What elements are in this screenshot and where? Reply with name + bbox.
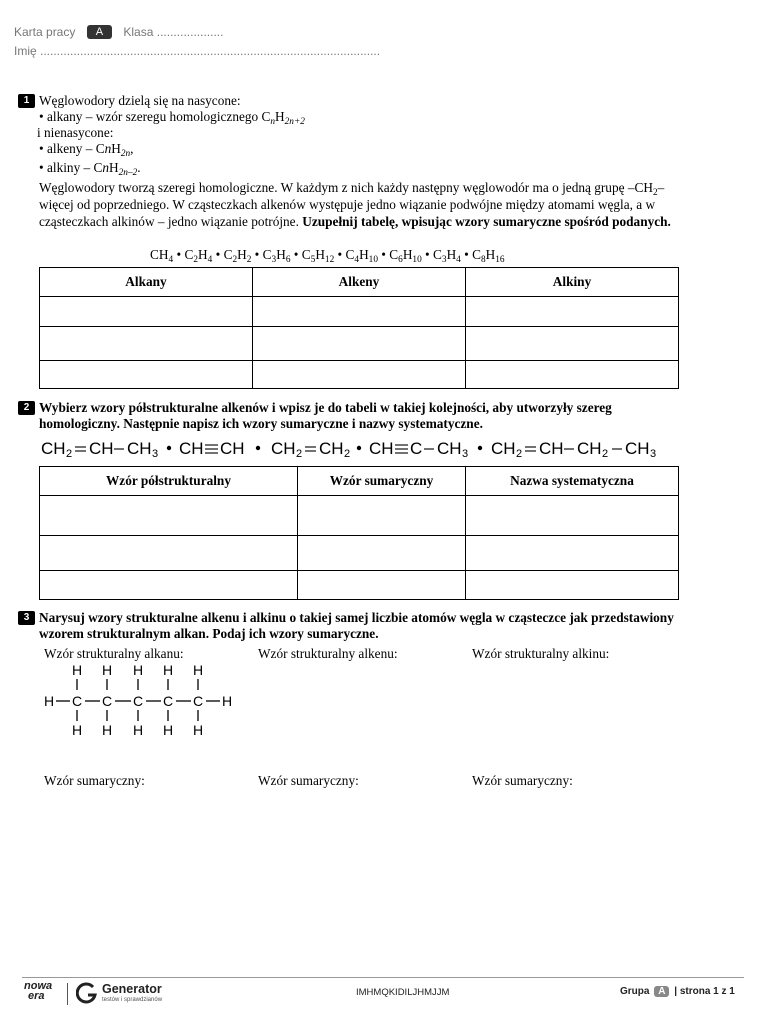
alkeny-line: • alkeny – CnH$_{2n}$, bbox=[39, 141, 134, 159]
svg-text:CH: CH bbox=[179, 439, 204, 458]
task-number: 2 bbox=[18, 401, 35, 415]
answer-cell[interactable] bbox=[253, 297, 466, 327]
task1-table bbox=[39, 267, 679, 389]
formula-item: $C_4H_{10}$ bbox=[345, 247, 378, 265]
svg-text:CH: CH bbox=[319, 439, 344, 458]
answer-cell[interactable] bbox=[40, 327, 253, 361]
answer-cell[interactable] bbox=[40, 297, 253, 327]
generator-brand: Generator bbox=[102, 982, 162, 996]
task-2 bbox=[18, 400, 680, 432]
answer-cell[interactable] bbox=[253, 361, 466, 389]
svg-text:C: C bbox=[410, 439, 423, 458]
task-3 bbox=[18, 610, 680, 642]
formula-item: $C_5H_{12}$ bbox=[301, 247, 335, 265]
svg-text:H: H bbox=[72, 722, 83, 738]
svg-text:H: H bbox=[133, 722, 144, 738]
svg-text:CH: CH bbox=[41, 439, 66, 458]
name-field[interactable]: ...................................................................................................... bbox=[40, 44, 381, 58]
svg-text:H: H bbox=[163, 662, 174, 678]
svg-text:2: 2 bbox=[344, 448, 351, 460]
answer-cell[interactable] bbox=[298, 536, 466, 571]
svg-text:H: H bbox=[163, 722, 174, 738]
svg-text:H: H bbox=[72, 662, 83, 678]
answer-cell[interactable] bbox=[466, 327, 679, 361]
answer-cell[interactable] bbox=[466, 361, 679, 389]
svg-text:CH: CH bbox=[491, 439, 516, 458]
svg-text:2: 2 bbox=[296, 448, 303, 460]
task-1 bbox=[18, 93, 680, 230]
answer-cell[interactable] bbox=[40, 496, 298, 536]
svg-text:C: C bbox=[102, 693, 113, 709]
group-label: Grupa bbox=[620, 986, 650, 997]
task2-instruction: Wybierz wzory półstrukturalne alkenów i wpisz je do tabeli w takiej kolejności, aby utworzyły szereg homologiczny. Następnie napisz ich wzory sumaryczne i nazwy systematyczne. bbox=[39, 400, 612, 431]
worksheet-code: IMHMQKIDILJHMJJM bbox=[356, 987, 450, 998]
answer-cell[interactable] bbox=[466, 536, 679, 571]
answer-cell[interactable] bbox=[466, 571, 679, 600]
header-semistructural: Wzór półstrukturalny bbox=[40, 467, 298, 496]
class-field[interactable]: .................... bbox=[156, 25, 224, 39]
task-number: 1 bbox=[18, 94, 35, 108]
header-summary-formula: Wzór sumaryczny bbox=[298, 467, 466, 496]
svg-text:CH: CH bbox=[577, 439, 602, 458]
task-number: 3 bbox=[18, 611, 35, 625]
formula-item: $C_2H_4$ bbox=[184, 247, 213, 265]
footer-page-info bbox=[620, 986, 735, 997]
svg-text:H: H bbox=[193, 662, 204, 678]
svg-text:H: H bbox=[44, 693, 55, 709]
answer-cell[interactable] bbox=[253, 327, 466, 361]
formula-separator: • bbox=[334, 247, 346, 262]
formula-separator: • bbox=[460, 247, 473, 262]
alkany-line: • alkany – wzór szeregu homologicznego $C_nH_{2n+2}$ bbox=[39, 109, 305, 127]
svg-text:H: H bbox=[102, 662, 113, 678]
formula-separator: • bbox=[212, 247, 224, 262]
task1-intro: Węglowodory dzielą się na nasycone: bbox=[39, 93, 241, 108]
svg-text:CH: CH bbox=[625, 439, 650, 458]
formula-separator: • bbox=[251, 247, 263, 262]
class-label: Klasa bbox=[123, 25, 154, 39]
task2-table bbox=[39, 466, 679, 600]
formula-item: $C_3H_4$ bbox=[433, 247, 461, 265]
group-badge: A bbox=[87, 25, 112, 39]
svg-text:3: 3 bbox=[152, 448, 159, 460]
formula-separator: • bbox=[377, 247, 390, 262]
unsaturated-label: i nienasycone: bbox=[37, 125, 114, 140]
svg-text:H: H bbox=[193, 722, 204, 738]
worksheet-header bbox=[14, 25, 223, 39]
svg-text:H: H bbox=[102, 722, 113, 738]
svg-text:C: C bbox=[133, 693, 144, 709]
svg-text:CH: CH bbox=[271, 439, 296, 458]
header-alkany: Alkany bbox=[40, 268, 253, 297]
answer-cell[interactable] bbox=[40, 571, 298, 600]
svg-text:3: 3 bbox=[462, 448, 469, 460]
svg-text:2: 2 bbox=[66, 448, 73, 460]
svg-text:C: C bbox=[193, 693, 204, 709]
task2-semistructural-formulas bbox=[38, 435, 678, 461]
answer-cell[interactable] bbox=[466, 496, 679, 536]
header-alkeny: Alkeny bbox=[253, 268, 466, 297]
svg-text:CH: CH bbox=[539, 439, 564, 458]
svg-text:CH: CH bbox=[369, 439, 394, 458]
header-alkiny: Alkiny bbox=[466, 268, 679, 297]
answer-cell[interactable] bbox=[466, 297, 679, 327]
svg-text:C: C bbox=[163, 693, 174, 709]
formula-item: $C_8H_{16}$ bbox=[472, 247, 505, 265]
svg-text:3: 3 bbox=[650, 448, 657, 460]
answer-cell[interactable] bbox=[298, 571, 466, 600]
group-badge-footer: A bbox=[654, 986, 669, 997]
answer-cell[interactable] bbox=[40, 361, 253, 389]
task1-paragraph: Węglowodory tworzą szeregi homologiczne. W każdym z nich każdy następny węglowodór ma o jedną grupę $-CH_2-$ więcej od poprzedniego. W cząsteczkach alkenów występuje jedno wiązanie podwójne między atomami węgla, a w cząsteczkach alkinów – jedno wiązanie potrójne. Uzupełnij tabelę, wpisując wzory sumaryczne spośród podanych. bbox=[39, 180, 671, 229]
pentane-structural-formula bbox=[40, 662, 240, 740]
task1-instruction: Uzupełnij tabelę, wpisując wzory sumaryczne spośród podanych. bbox=[302, 214, 671, 229]
svg-text:2: 2 bbox=[516, 448, 523, 460]
label-alkyne-structure: Wzór strukturalny alkinu: bbox=[472, 646, 610, 661]
formula-item: $CH_4$ bbox=[150, 247, 174, 265]
logo-divider bbox=[67, 983, 68, 1005]
generator-logo-icon bbox=[76, 981, 98, 1005]
svg-text:2: 2 bbox=[602, 448, 609, 460]
nowa-era-logo: nowa era bbox=[24, 980, 53, 1002]
svg-text:H: H bbox=[222, 693, 233, 709]
sum-formula-alkyne: Wzór sumaryczny: bbox=[472, 773, 573, 788]
worksheet-label: Karta pracy bbox=[14, 25, 76, 39]
sum-formula-alkene: Wzór sumaryczny: bbox=[258, 773, 359, 788]
header-systematic-name: Nazwa systematyczna bbox=[466, 467, 679, 496]
formula-item: $C_3H_6$ bbox=[262, 247, 291, 265]
svg-text:CH: CH bbox=[127, 439, 152, 458]
formula-item: $C_2H_2$ bbox=[223, 247, 252, 265]
formula-separator: • bbox=[173, 247, 185, 262]
svg-text:CH: CH bbox=[89, 439, 114, 458]
svg-text:CH: CH bbox=[220, 439, 245, 458]
answer-cell[interactable] bbox=[298, 496, 466, 536]
sum-formula-alkane: Wzór sumaryczny: bbox=[44, 773, 145, 788]
page-number: | strona 1 z 1 bbox=[674, 986, 735, 997]
formula-separator: • bbox=[421, 247, 434, 262]
generator-brand-sub: testów i sprawdzianów bbox=[102, 997, 163, 1003]
alkiny-line: • alkiny – CnH$_{2n-2}$. bbox=[39, 160, 141, 178]
name-label: Imię bbox=[14, 44, 37, 58]
label-alkene-structure: Wzór strukturalny alkenu: bbox=[258, 646, 398, 661]
formula-item: $C_6H_{10}$ bbox=[389, 247, 422, 265]
footer-divider bbox=[22, 977, 744, 978]
label-alkane-structure: Wzór strukturalny alkanu: bbox=[44, 646, 184, 661]
svg-text:C: C bbox=[72, 693, 83, 709]
task3-instruction: Narysuj wzory strukturalne alkenu i alkinu o takiej samej liczbie atomów węgla w cząsteczce jak przedstawiony wzorem strukturalnym alkan. Podaj ich wzory sumaryczne. bbox=[39, 610, 674, 641]
svg-text:H: H bbox=[133, 662, 144, 678]
answer-cell[interactable] bbox=[40, 536, 298, 571]
task1-formula-list bbox=[150, 247, 505, 263]
svg-text:CH: CH bbox=[437, 439, 462, 458]
formula-separator: • bbox=[290, 247, 302, 262]
name-row bbox=[14, 44, 380, 58]
